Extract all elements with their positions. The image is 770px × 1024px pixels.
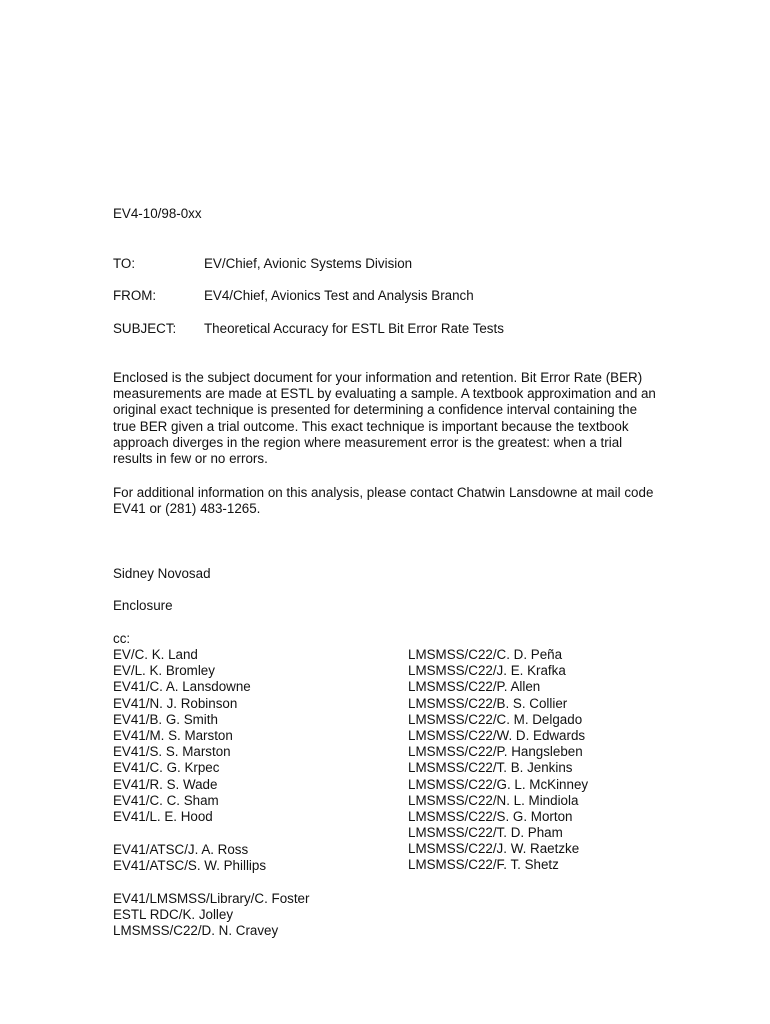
body-paragraph-1: Enclosed is the subject document for your information and retention. Bit Error Rate (BER) measurements are made at ESTL by evaluating a sample. A textbook approximation and an original exact technique is presented for determining a confidence interval containing the true BER given a trial outcome. This exact technique is important because the textbook approach diverges in the region where measurement error is the greatest: when a trial results in few or no errors. [113,370,656,467]
cc-recipient: EV/L. K. Bromley [113,663,215,679]
cc-recipient: LMSMSS/C22/T. D. Pham [408,825,563,841]
cc-list-right [408,647,588,874]
cc-recipient: LMSMSS/C22/J. W. Raetzke [408,841,580,857]
from-row [113,288,673,304]
subject-value: Theoretical Accuracy for ESTL Bit Error Rate Tests [204,321,504,336]
cc-recipient: LMSMSS/C22/T. B. Jenkins [408,760,573,776]
cc-recipient: LMSMSS/C22/P. Hangsleben [408,744,583,760]
cc-recipient: ESTL RDC/K. Jolley [113,907,234,923]
cc-recipient: EV41/ATSC/S. W. Phillips [113,858,267,874]
cc-recipient: EV41/L. E. Hood [113,808,213,824]
subject-row [113,321,673,337]
signer-name: Sidney Novosad [113,566,211,581]
to-row [113,256,673,272]
cc-list-left-1 [113,647,251,825]
cc-recipient: LMSMSS/C22/W. D. Edwards [408,727,586,743]
from-label: FROM: [113,288,157,303]
cc-recipient: EV41/C. C. Sham [113,792,219,808]
cc-recipient: LMSMSS/C22/J. E. Krafka [408,663,566,679]
subject-label: SUBJECT: [113,321,177,336]
cc-recipient: EV41/LMSMSS/Library/C. Foster [113,891,310,906]
cc-recipient: LMSMSS/C22/B. S. Collier [408,695,568,711]
from-value: EV4/Chief, Avionics Test and Analysis Branch [204,288,474,303]
cc-recipient: LMSMSS/C22/G. L. McKinney [408,776,589,792]
cc-recipient: LMSMSS/C22/F. T. Shetz [408,857,559,873]
to-value: EV/Chief, Avionic Systems Division [204,256,413,271]
cc-recipient: EV/C. K. Land [113,647,198,662]
cc-recipient: EV41/C. G. Krpec [113,760,220,776]
cc-recipient: EV41/C. A. Lansdowne [113,679,251,695]
cc-list-left-2 [113,842,266,874]
cc-recipient: EV41/B. G. Smith [113,711,218,727]
cc-recipient: EV41/N. J. Robinson [113,695,238,711]
body-paragraph-2: For additional information on this analysis, please contact Chatwin Lansdowne at mail code EV41 or (281) 483-1265. [113,485,654,517]
cc-recipient: LMSMSS/C22/P. Allen [408,679,541,695]
enclosure-note: Enclosure [113,598,173,613]
cc-recipient: EV41/M. S. Marston [113,727,233,743]
cc-recipient: LMSMSS/C22/C. D. Peña [408,647,563,662]
cc-recipient: EV41/ATSC/J. A. Ross [113,842,249,857]
cc-label: cc: [113,631,131,646]
cc-list-left-3 [113,891,309,940]
memo-id: EV4-10/98-0xx [113,206,202,221]
cc-recipient: EV41/R. S. Wade [113,776,218,792]
cc-recipient: EV41/S. S. Marston [113,744,231,760]
to-label: TO: [113,256,136,271]
cc-recipient: LMSMSS/C22/D. N. Cravey [113,923,279,939]
cc-recipient: LMSMSS/C22/C. M. Delgado [408,711,583,727]
cc-recipient: LMSMSS/C22/N. L. Mindiola [408,792,579,808]
cc-recipient: LMSMSS/C22/S. G. Morton [408,808,573,824]
